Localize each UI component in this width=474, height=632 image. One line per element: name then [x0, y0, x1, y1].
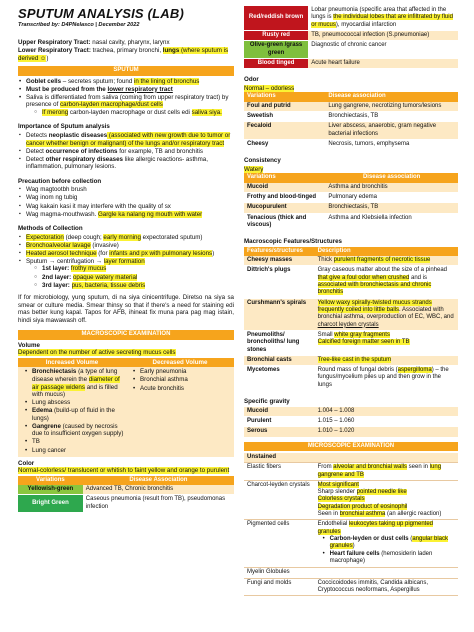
- list-item: • Goblet cells – secretes sputum; found in the lining of bronchus: [18, 78, 234, 86]
- table-row: Mycetomes Round mass of fungal debris (aspergilloma) – the fungus/mycelium piles up and then grow in the lungs: [244, 366, 458, 391]
- consistency-note: Watery: [244, 165, 264, 173]
- importance-list: [18, 132, 234, 171]
- microscopic-table: [244, 453, 458, 596]
- table-row: Variations Disease association: [244, 173, 458, 182]
- table-row: Rusty red TB, pneumococcal infection (S.pneumoniae): [244, 30, 458, 40]
- table-row: Mucoid 1.004 – 1.008: [244, 407, 458, 417]
- table-row: Elastic fibers From alveolar and bronchial walls seen in lung gangrene and TB: [244, 463, 458, 481]
- precaution-heading: Precaution before collection: [18, 177, 102, 185]
- list-item: • Saliva is differentiated from saliva (coming from upper respiratory tract) by presence of carbon-layden macrophage/dust cells ○ If merong carbon-layden macrophage or dust cells edi saliva siya.: [18, 94, 234, 117]
- methods-heading: Methods of Collection: [18, 225, 83, 233]
- list-item: • Carbon-leyden or dust cells (angular black granules): [322, 536, 455, 551]
- microbiology-paragraph: If for microbiology, yung sputum, di na siya cinicentrifuge. Diretso na siya sa smear or culture media. Smear thinsy so that if there's a need for staining edi mas better kung kapal. Tapos for AFB, ihineat fix muna para pag mag istain, hindi siya mawawash off.: [18, 294, 234, 324]
- color-table: [18, 476, 234, 513]
- structures-heading: Macroscopic Features/Structures: [244, 238, 343, 246]
- list-item: ▪ Detects neoplastic diseases (associated with new growth due to tumor or cancer whether benign or malignant) of the lungs and/or respiratory tract: [18, 132, 234, 147]
- methods-list: [18, 234, 234, 289]
- list-item: • Lung abscess: [24, 399, 126, 407]
- color-heading: Color: [18, 459, 35, 467]
- microscopic-band: MICROSCOPIC EXAMINATION: [244, 442, 458, 451]
- list-item: • Bronchial asthma: [132, 376, 234, 384]
- list-item: ▪ Detect other respiratory diseases like allergic reactions- asthma, inflammation, pulmonary lesions.: [18, 156, 234, 171]
- list-item: ○ 1st layer: frothy mucus: [34, 265, 234, 273]
- list-item: ▪ Expectoration (deep cough; early morning expectorated sputum): [18, 234, 234, 242]
- list-item: • Acute bronchitis: [132, 385, 234, 393]
- table-row: Mucoid Asthma and bronchitis: [244, 183, 458, 193]
- table-row: Variations Disease association: [244, 92, 458, 101]
- lungs-note-end: ): [46, 54, 49, 62]
- table-row: Fecaloid Liver abscess, anaerobic, gram negative bacterial infections: [244, 122, 458, 140]
- odor-heading: Odor: [244, 76, 259, 84]
- upper-tract-text: nasal cavity, pharynx, larynx: [90, 38, 170, 46]
- importance-heading: Importance of Sputum analysis: [18, 123, 110, 131]
- table-row: Frothy and blood-tinged Pulmonary edema: [244, 192, 458, 202]
- table-row: Blood tinged Acute heart failure: [244, 58, 458, 68]
- table-row: Olive-green /grass green Diagnostic of chronic cancer: [244, 41, 458, 59]
- table-row: Curshmann's spirals Yellow waxy spirally-twisted mucus strands frequently coiled into little balls. Associated with bronchial asthma, overproduction of EC, WBC, and charcot leyden crystals: [244, 298, 458, 330]
- list-item: • Lung cancer: [24, 447, 126, 455]
- precaution-list: [18, 186, 234, 218]
- gravity-heading: Specific gravity: [244, 398, 290, 406]
- volume-note: Dependent on the number of active secreting mucus cells: [18, 349, 176, 357]
- consistency-heading: Consistency: [244, 157, 281, 165]
- list-item: ○ 3rd layer: pus, bacteria, tissue debris: [34, 282, 234, 290]
- table-row: Pigmented cells Endothelial leukocytes taking up pigmented granules • Carbon-leyden or dust cells (angular black granules) • Heart failure cells (hemosiderin laden macrophage): [244, 520, 458, 568]
- right-column: [244, 6, 458, 596]
- list-item: ▪ Bronchoalveolar lavage (invasive): [18, 242, 234, 250]
- table-row: Mucopurulent Bronchiectasis, TB: [244, 203, 458, 213]
- smile-icon: ☺: [40, 54, 47, 62]
- table-row: Features/structures Description: [244, 247, 458, 256]
- left-column: [18, 6, 234, 513]
- list-item: • TB: [24, 438, 126, 446]
- consistency-table: [244, 173, 458, 231]
- sputum-band: SPUTUM: [18, 66, 234, 75]
- upper-tract-label: Upper Respiratory Tract:: [18, 38, 91, 46]
- table-row: Dittrich's plugs Gray caseous matter about the size of a pinhead that give a foul odor when crushed and is associated with bronchiectasis and chronic bronchitis: [244, 266, 458, 298]
- list-item: • Must be produced from the lower respiratory tract: [18, 86, 234, 94]
- decreased-volume-header: Decreased Volume: [152, 358, 208, 366]
- list-item: ○ 2nd layer: opaque watery material: [34, 274, 234, 282]
- structures-table: [244, 247, 458, 391]
- table-row: Yellowish-green Advanced TB, Chronic bronchitis: [18, 485, 234, 495]
- odor-note: Normal – odorless: [244, 84, 295, 92]
- table-row: Myelin Globules: [244, 568, 458, 578]
- volume-table-header: [18, 358, 234, 368]
- table-row: Unstained: [244, 453, 458, 463]
- table-row: Cheesy masses Thick purulent fragments of necrotic tissue: [244, 256, 458, 266]
- list-item: ○ If merong carbon-layden macrophage or dust cells edi saliva siya.: [34, 109, 234, 117]
- table-row: Charcot-leyden crystals Most significant Sharp slender pointed needle like Colorless crystals Degradation product of eosinophil Seen in bronchial asthma (an allergic reaction): [244, 480, 458, 520]
- list-item: ▪ Detect occurrence of infections for example, TB and bronchitis: [18, 148, 234, 156]
- table-row: Red/reddish brown Lobar pneumonia (specific area that affected in the lungs is the individual lobes that are infiltrated by fluid or mucus), myocardial infarction: [244, 6, 458, 30]
- list-item: • Bronchiectasis (a type of lung disease wherein the diameter of air passage widens and is filled with mucus): [24, 368, 126, 398]
- color-table-continued: [244, 6, 458, 69]
- gravity-table: [244, 407, 458, 438]
- table-row: Pneumoliths/ broncholiths/ lung stones Small white gray fragments Calcified foreign matter seen in TB: [244, 330, 458, 355]
- table-row: Bright Green Caseous pneumonia (result from TB), pseudomonas infection: [18, 495, 234, 513]
- list-item: • Gangrene (caused by necrosis due to insufficient oxygen supply): [24, 423, 126, 438]
- list-item: ▪ Heated aerosol technique (for infants and px with pulmonary lesions): [18, 250, 234, 258]
- table-row: Variations Disease Association: [18, 476, 234, 485]
- odor-table: [244, 92, 458, 150]
- lungs-highlight: lungs: [162, 47, 180, 55]
- table-row: Bronchial casts Tree-like cast in the sputum: [244, 355, 458, 365]
- page-subtitle: Transcribed by: D4PNelasco | December 2022: [18, 21, 140, 28]
- list-item: ▪ Wag magtootbh brush: [18, 186, 234, 194]
- table-row: Serous 1.010 – 1.020: [244, 427, 458, 437]
- table-row: Tenacious (thick and viscous) Asthma and Klebsiella infection: [244, 213, 458, 231]
- lower-tract-label: Lower Respiratory Tract:: [18, 47, 91, 55]
- volume-heading: Volume: [18, 341, 40, 349]
- list-item: ▪ Wag magma-mouthwash. Gargle ka nalang ng mouth with water: [18, 211, 234, 219]
- table-row: Fungi and molds Coccicoidodes immitis, Candida albicans, Cryptococcus neoformans, Aspergillus: [244, 578, 458, 596]
- list-item: • Edema (build-up of fluid in the lungs): [24, 407, 126, 422]
- table-row: Sweetish Bronchiectasis, TB: [244, 111, 458, 121]
- list-item: ▪ Wag kakain kasi it may interfere with the quality of sx: [18, 203, 234, 211]
- lungs-note: (where sputum is derived: [18, 47, 229, 62]
- volume-table-body: [18, 367, 234, 456]
- table-row: Purulent 1.015 – 1.060: [244, 416, 458, 426]
- list-item: • Heart failure cells (hemosiderin laden macrophage): [322, 551, 455, 566]
- table-row: Foul and putrid Lung gangrene, necrotizing tumors/lesions: [244, 102, 458, 112]
- upper-tract-line: [18, 39, 234, 47]
- increased-volume-header: Increased Volume: [45, 358, 99, 366]
- lower-tract-text: trachea, primary bronchi,: [90, 47, 163, 55]
- page-title: SPUTUM ANALYSIS (LAB): [18, 6, 184, 21]
- sputum-list: [18, 78, 234, 117]
- macroscopic-band: MACROSCOPIC EXAMINATION: [18, 330, 234, 339]
- list-item: ▪ Wag inom ng tubig: [18, 194, 234, 202]
- list-item: ▪ Sputum → centrifugation → layer formation ○ 1st layer: frothy mucus ○ 2nd layer: opaque watery material ○ 3rd layer: pus, bacteria, tissue debris: [18, 258, 234, 289]
- lower-tract-line: [18, 47, 234, 62]
- list-item: • Early pneumonia: [132, 368, 234, 376]
- table-row: Cheesy Necrosis, tumors, emphysema: [244, 139, 458, 149]
- color-note: Normal-colorless/ translucent or whitish to faint yellow and orange to purulent: [18, 467, 230, 475]
